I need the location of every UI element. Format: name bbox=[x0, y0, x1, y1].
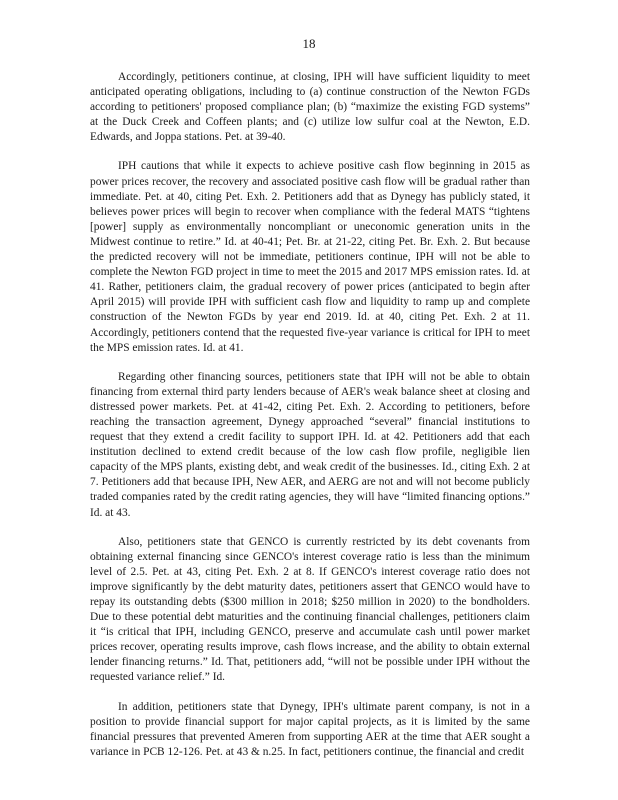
document-body bbox=[90, 70, 530, 774]
paragraph-genco-debt: Also, petitioners state that GENCO is currently restricted by its debt covenants from obtaining external financing since GENCO's interest coverage ratio is less than the minimum level of 2.5. Pet. at 43, citing Pet. Exh. 2 at 8. If GENCO's interest coverage ratio does not improve significantly by the debt maturity dates, petitioners assert that GENCO would have to repay its outstanding debts ($300 million in 2018; $250 million in 2020) to the bondholders. Due to these potential debt maturities and the continuing financial challenges, petitioners claim it “is critical that IPH, including GENCO, preserve and accumulate cash until power market prices recover, operating results improve, cash flows increase, and the ability to obtain external lender financing returns.” Id. That, petitioners add, “will not be possible under IPH without the requested variance relief.” Id. bbox=[90, 535, 530, 684]
paragraph-financing-sources: Regarding other financing sources, petitioners state that IPH will not be able to obtain financing from external third party lenders because of AER's weak balance sheet at closing and distressed power markets. Pet. at 41-42, citing Pet. Exh. 2. According to petitioners, before reaching the transaction agreement, Dynegy approached “several” financial institutions to request that they extend a credit facility to support IPH. Id. at 42. Petitioners add that each institution declined to extend credit because of the low cash flow profile, negligible lien capacity of the MPS plants, existing debt, and weak credit of the businesses. Id., citing Exh. 2 at 7. Petitioners add that because IPH, New AER, and AERG are not and will not become publicly traded companies rated by the credit rating agencies, they will have “limited financing options.” Id. at 43. bbox=[90, 370, 530, 519]
page-number: 18 bbox=[302, 36, 316, 51]
paragraph-liquidity: Accordingly, petitioners continue, at closing, IPH will have sufficient liquidity to meet anticipated operating obligations, including to (a) continue construction of the Newton FGDs according to petitioners' proposed compliance plan; (b) “maximize the existing FGD systems” at the Duck Creek and Coffeen plants; and (c) utilize low sulfur coal at the Newton, E.D. Edwards, and Joppa stations. Pet. at 39-40. bbox=[90, 71, 530, 144]
paragraph-cash-flow: IPH cautions that while it expects to achieve positive cash flow beginning in 2015 as power prices recover, the recovery and associated positive cash flow will be gradual rather than immediate. Pet. at 40, citing Pet. Exh. 2. Petitioners add that as Dynegy has publicly stated, it believes power prices will begin to recover when compliance with the federal MATS “tightens [power] supply as environmentally noncompliant or uneconomic generation units in the Midwest continue to retire.” Id. at 40-41; Pet. Br. at 21-22, citing Pet. Br. Exh. 2. But because the predicted recovery will not be immediate, petitioners continue, IPH will not be able to complete the Newton FGD project in time to meet the 2015 and 2017 MPS emission rates. Id. at 41. Rather, petitioners claim, the gradual recovery of power prices (anticipated to begin after April 2015) will provide IPH with sufficient cash flow and liquidity to ramp up and complete construction of the Newton FGDs by year end 2019. Id. at 40, citing Pet. Exh. 2 at 11. Accordingly, petitioners contend that the requested five-year variance is critical for IPH to meet the MPS emission rates. Id. at 41. bbox=[90, 160, 530, 354]
paragraph-dynegy-support: In addition, petitioners state that Dynegy, IPH's ultimate parent company, is not in a position to provide financial support for major capital projects, as it is limited by the same financial pressures that prevented Ameren from supporting AER at the time that AER sought a variance in PCB 12-126. Pet. at 43 & n.25. In fact, petitioners continue, the financial and credit bbox=[90, 700, 530, 758]
